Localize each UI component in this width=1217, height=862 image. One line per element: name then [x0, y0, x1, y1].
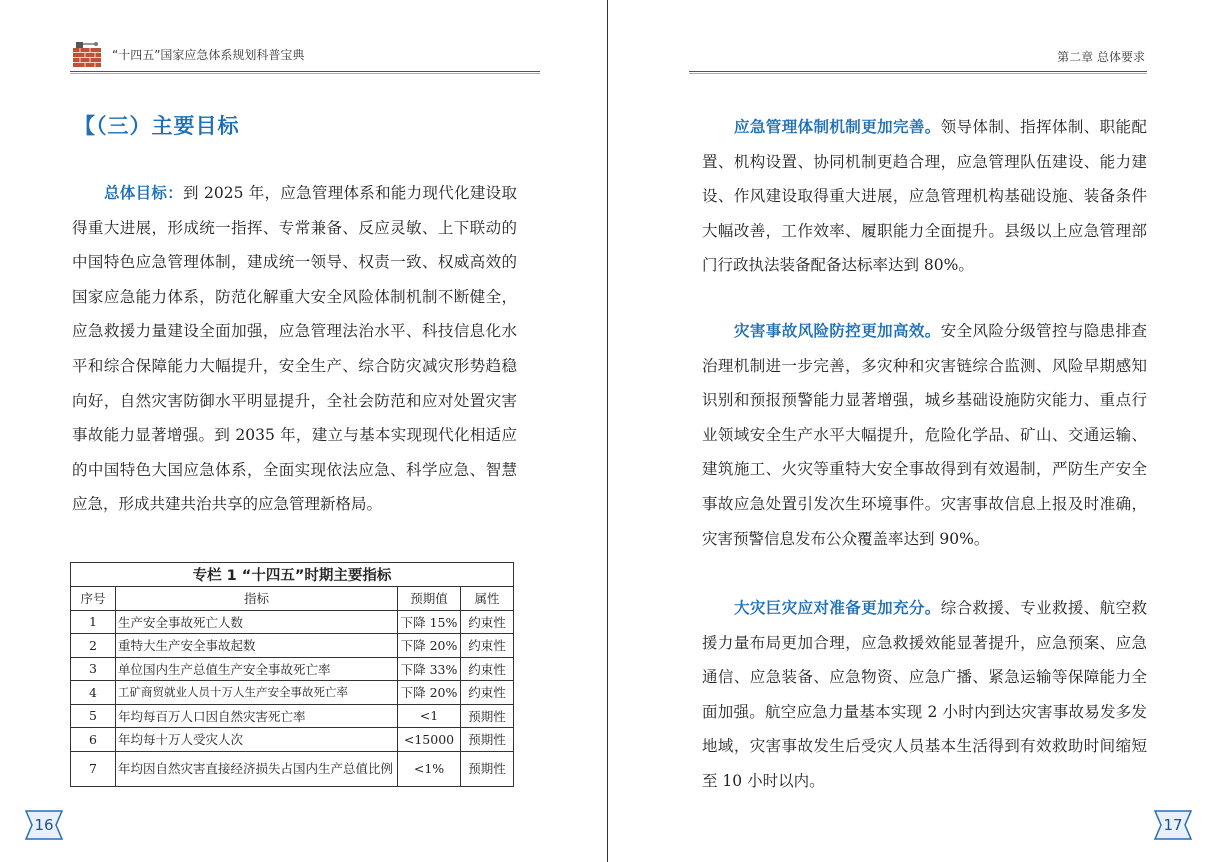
- col-header: 序号: [71, 587, 116, 611]
- table-row: [71, 704, 514, 728]
- page-number: 17: [1163, 816, 1183, 834]
- paragraph-text: 领导体制、指挥体制、职能配置、机构设置、协同机制更趋合理，应急管理队伍建设、能力建设、作风建设取得重大进展，应急管理机构基础设施、装备条件大幅改善，工作效率、履职能力全面提升。县级以上应急管理部门行政执法装备配备达标率达到 80%。: [702, 118, 1147, 275]
- indicator-name: 年均因自然灾害直接经济损失占国内生产总值比例: [116, 751, 398, 786]
- header-rule: [70, 71, 540, 72]
- goal-paragraph-disaster: [702, 591, 1147, 799]
- paragraph-label: 灾害事故风险防控更加高效。: [734, 322, 941, 340]
- table-row: [71, 728, 514, 752]
- attribute: 预期性: [461, 751, 514, 786]
- col-header: 预期值: [398, 587, 461, 611]
- goal-text: 到 2025 年，应急管理体系和能力现代化建设取得重大进展，形成统一指挥、专常兼备、反应灵敏、上下联动的中国特色应急管理体制，建成统一领导、权责一致、权威高效的国家应急能力体系，防范化解重大安全风险体制机制不断健全，应急救援力量建设全面加强，应急管理法治水平、科技信息化水平和综合保障能力大幅提升，安全生产、综合防灾减灾形势趋稳向好，自然灾害防御水平明显提升，全社会防范和应对处置灾害事故能力显著增强。到 2035 年，建立与基本实现现代化相适应的中国特色大国应急体系，全面实现依法应急、科学应急、智慧应急，形成共建共治共享的应急管理新格局。: [72, 184, 517, 514]
- row-number: 5: [71, 704, 116, 728]
- expected-value: <1: [398, 704, 461, 728]
- book-title: “十四五”国家应急体系规划科普宝典: [112, 47, 305, 62]
- indicator-name: 年均每百万人口因自然灾害死亡率: [116, 704, 398, 728]
- header-rule: [70, 73, 540, 74]
- row-number: 4: [71, 681, 116, 705]
- paragraph-text: 安全风险分级管控与隐患排查治理机制进一步完善，多灾种和灾害链综合监测、风险早期感知识别和预报预警能力显著增强，城乡基础设施防灾能力、重点行业领域安全生产水平大幅提升，危险化学品、矿山、交通运输、建筑施工、火灾等重特大安全事故得到有效遏制，严防生产安全事故应急处置引发次生环境事件。灾害事故信息上报及时准确，灾害预警信息发布公众覆盖率达到 90%。: [702, 322, 1147, 548]
- bracket-icon: 【: [74, 114, 96, 138]
- expected-value: 下降 33%: [398, 657, 461, 681]
- indicator-name: 重特大生产安全事故起数: [116, 634, 398, 658]
- expected-value: <15000: [398, 728, 461, 752]
- row-number: 3: [71, 657, 116, 681]
- brick-wall-logo-icon: [72, 40, 102, 68]
- indicator-table: [70, 562, 514, 787]
- indicator-name: 工矿商贸就业人员十万人生产安全事故死亡率: [116, 681, 398, 705]
- paragraph-label: 应急管理体制机制更加完善。: [734, 118, 941, 136]
- row-number: 2: [71, 634, 116, 658]
- left-page: [0, 0, 608, 862]
- header-rule: [689, 73, 1147, 74]
- col-header: 指标: [116, 587, 398, 611]
- header-rule: [689, 71, 1147, 72]
- right-page: [609, 0, 1217, 862]
- section-title: 【（三）主要目标: [74, 114, 240, 138]
- expected-value: 下降 15%: [398, 610, 461, 634]
- indicator-name: 生产安全事故死亡人数: [116, 610, 398, 634]
- paragraph-label: 大灾巨灾应对准备更加充分。: [734, 599, 941, 617]
- goal-paragraph-risk: [702, 314, 1147, 556]
- attribute: 约束性: [461, 610, 514, 634]
- page-number: 16: [34, 816, 54, 834]
- attribute: 约束性: [461, 657, 514, 681]
- left-header: [72, 40, 304, 68]
- row-number: 7: [71, 751, 116, 786]
- attribute: 约束性: [461, 634, 514, 658]
- attribute: 约束性: [461, 681, 514, 705]
- goal-label: 总体目标：: [104, 184, 183, 202]
- page-number-badge: [1153, 809, 1193, 841]
- table-row: [71, 634, 514, 658]
- row-number: 6: [71, 728, 116, 752]
- table-row: [71, 751, 514, 786]
- chapter-header: 第二章 总体要求: [1057, 50, 1145, 64]
- col-header: 属性: [461, 587, 514, 611]
- attribute: 预期性: [461, 728, 514, 752]
- goal-paragraph-system: [702, 110, 1147, 283]
- indicator-name: 年均每十万人受灾人次: [116, 728, 398, 752]
- attribute: 预期性: [461, 704, 514, 728]
- table-header-row: [71, 587, 514, 611]
- table-row: [71, 610, 514, 634]
- expected-value: <1%: [398, 751, 461, 786]
- row-number: 1: [71, 610, 116, 634]
- expected-value: 下降 20%: [398, 634, 461, 658]
- table-row: [71, 657, 514, 681]
- paragraph-text: 综合救援、专业救援、航空救援力量布局更加合理，应急救援效能显著提升，应急预案、应急通信、应急装备、应急物资、应急广播、紧急运输等保障能力全面加强。航空应急力量基本实现 2 小时内到达灾害事故易发多发地域，灾害事故发生后受灾人员基本生活得到有效救助时间缩短至 10 小时以内。: [702, 599, 1147, 790]
- expected-value: 下降 20%: [398, 681, 461, 705]
- indicator-name: 单位国内生产总值生产安全事故死亡率: [116, 657, 398, 681]
- overall-goal-paragraph: [72, 176, 517, 522]
- table-caption: 专栏 1 “十四五”时期主要指标: [71, 563, 514, 587]
- table-row: [71, 681, 514, 705]
- page-number-badge: [24, 809, 64, 841]
